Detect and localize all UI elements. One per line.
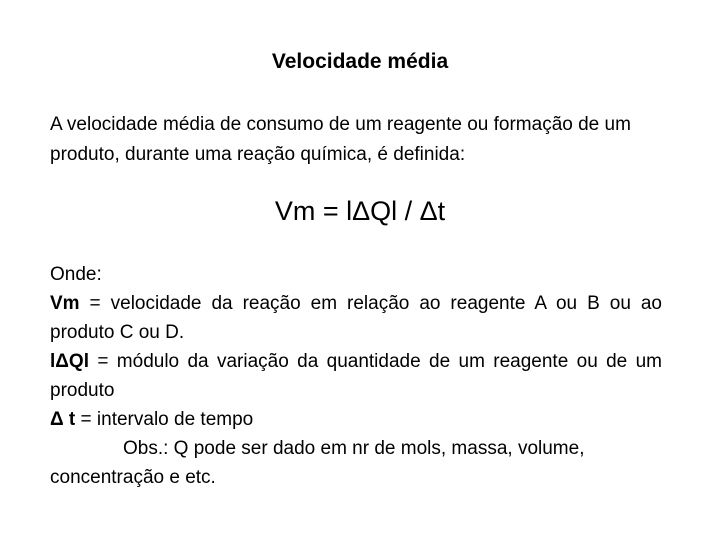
definition-delta-t-text: = intervalo de tempo [75, 409, 254, 430]
definition-vm [50, 289, 662, 347]
definition-delta-t [50, 405, 662, 434]
definitions-block [50, 260, 662, 492]
intro-paragraph: A velocidade média de consumo de um reagente ou formação de um produto, durante uma reação química, é definida: [50, 114, 631, 165]
term-vm: Vm [50, 293, 80, 314]
term-delta-q: lΔQl [50, 351, 89, 372]
definition-delta-q-text: = módulo da variação da quantidade de um reagente ou de um produto [50, 351, 662, 401]
obs-note [50, 434, 662, 492]
definition-vm-text: = velocidade da reação em relação ao reagente A ou B ou ao produto C ou D. [50, 293, 662, 343]
definition-delta-q [50, 347, 662, 405]
velocity-formula: Vm = lΔQl / Δt [274, 196, 446, 226]
onde-label: Onde: [50, 264, 102, 285]
term-delta-t: Δ t [50, 409, 76, 430]
obs-text: Obs.: Q pode ser dado em nr de mols, massa, volume, concentração e etc. [50, 438, 585, 488]
slide-title: Velocidade média [271, 50, 449, 73]
